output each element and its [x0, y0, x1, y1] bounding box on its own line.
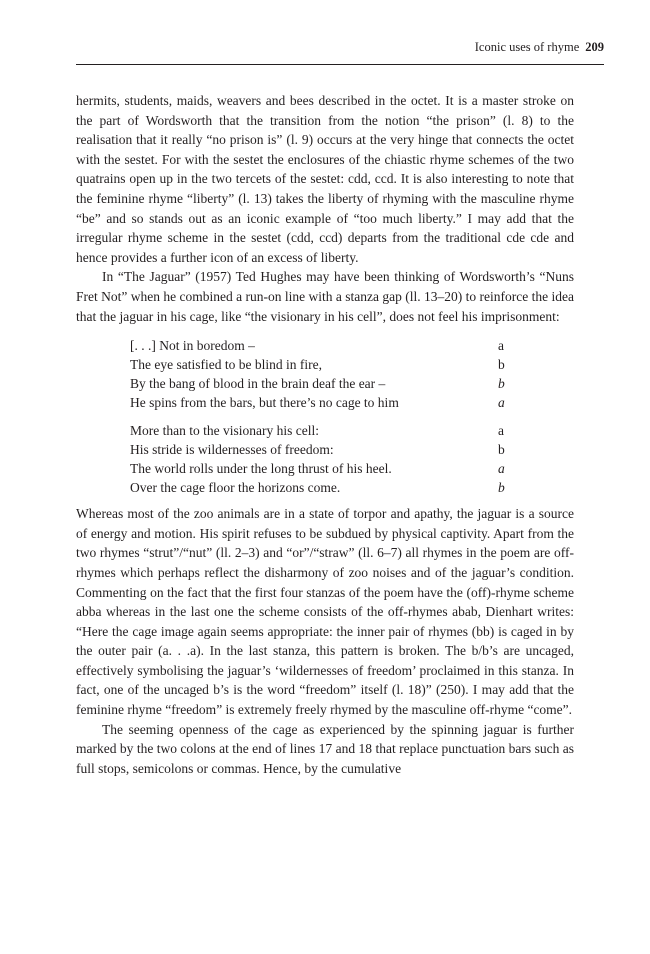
- verse-line-text: [. . .] Not in boredom –: [130, 338, 255, 354]
- verse-line-text: He spins from the bars, but there’s no cage to him: [130, 395, 399, 411]
- rhyme-marker: a: [498, 461, 505, 477]
- stanza: [130, 421, 510, 497]
- rhyme-marker: a: [498, 338, 504, 354]
- running-title: Iconic uses of rhyme: [474, 40, 580, 54]
- paragraph: hermits, students, maids, weavers and bees described in the octet. It is a master stroke on the part of Wordsworth that the transition from the notion “the prison” (l. 8) to the realisation that it really “no prison is” (l. 9) occurs at the very hinge that connects the octet with the sestet. For with the sestet the enclosures of the chiastic rhyme schemes of the two quatrains open up in the two tercets of the sestet: cdd, ccd. It is also interesting to note that the feminine rhyme “liberty” (l. 13) takes the liberty of rhyming with the masculine rhyme “be” and so stands out as an iconic example of “too much liberty.” I may add that the irregular rhyme scheme in the sestet (cdd, ccd) departs from the traditional cde cde and hence provides a further icon of an excess of liberty.: [76, 93, 574, 265]
- paragraph: Whereas most of the zoo animals are in a state of torpor and apathy, the jaguar is a source of energy and motion. His spirit refuses to be subdued by physical captivity. Apart from the two rhymes “strut”/“nut” (ll. 2–3) and “or”/“straw” (ll. 6–7) all rhymes in the poem are off-rhymes which perhaps reflect the disharmony of zoo noises and of the jaguar’s condition. Commenting on the fact that the first four stanzas of the poem have the (off)-rhyme scheme abba whereas in the last one the scheme consists of the off-rhymes abab, Dienhart writes: “Here the cage image again seems appropriate: the inner pair of rhymes (bb) is caged in by the outer pair (a. . .a). In the last stanza, this pattern is broken. The b/b’s are uncaged, effectively symbolising the jaguar’s ‘wildernesses of freedom’ proclaimed in this stanza. In fact, one of the uncaged b’s is the word “freedom” itself (l. 18)” (250). I may add that the feminine rhyme “freedom” is extremely freely rhymed by the masculine off-rhyme “come”.: [76, 506, 574, 718]
- verse-line-text: By the bang of blood in the brain deaf the ear –: [130, 376, 386, 392]
- verse-line-text: The eye satisfied to be blind in fire,: [130, 357, 322, 373]
- header-rule: [76, 64, 604, 65]
- verse-line: [130, 440, 510, 459]
- verse-line: [130, 393, 510, 412]
- verse-line-text: His stride is wildernesses of freedom:: [130, 442, 334, 458]
- verse-line: [130, 374, 510, 393]
- verse-line: [130, 355, 510, 374]
- running-head: [76, 40, 604, 55]
- rhyme-marker: a: [498, 395, 505, 411]
- verse-line-text: The world rolls under the long thrust of his heel.: [130, 461, 392, 477]
- verse-line-text: Over the cage floor the horizons come.: [130, 480, 341, 496]
- page-number: 209: [585, 40, 604, 54]
- rhyme-marker: b: [498, 376, 505, 392]
- rhyme-marker: b: [498, 442, 505, 458]
- rhyme-marker: b: [498, 480, 505, 496]
- verse-line: [130, 421, 510, 440]
- paragraph: In “The Jaguar” (1957) Ted Hughes may have been thinking of Wordsworth’s “Nuns Fret Not” when he combined a run-on line with a stanza gap (ll. 13–20) to reinforce the idea that the jaguar in his cage, like “the visionary in his cell”, does not feel his imprisonment:: [76, 269, 574, 324]
- paragraph: The seeming openness of the cage as experienced by the spinning jaguar is further marked by the two colons at the end of lines 17 and 18 that replace punctuation bars such as full stops, semicolons or commas. Hence, by the cumulative: [76, 721, 574, 776]
- rhyme-marker: b: [498, 357, 505, 373]
- verse-line: [130, 459, 510, 478]
- stanza: [130, 336, 510, 412]
- verse-line-text: More than to the visionary his cell:: [130, 423, 319, 439]
- verse-line: [130, 336, 510, 355]
- body-text: [76, 91, 574, 778]
- verse-quotation: [130, 336, 510, 497]
- verse-line: [130, 478, 510, 497]
- rhyme-marker: a: [498, 423, 504, 439]
